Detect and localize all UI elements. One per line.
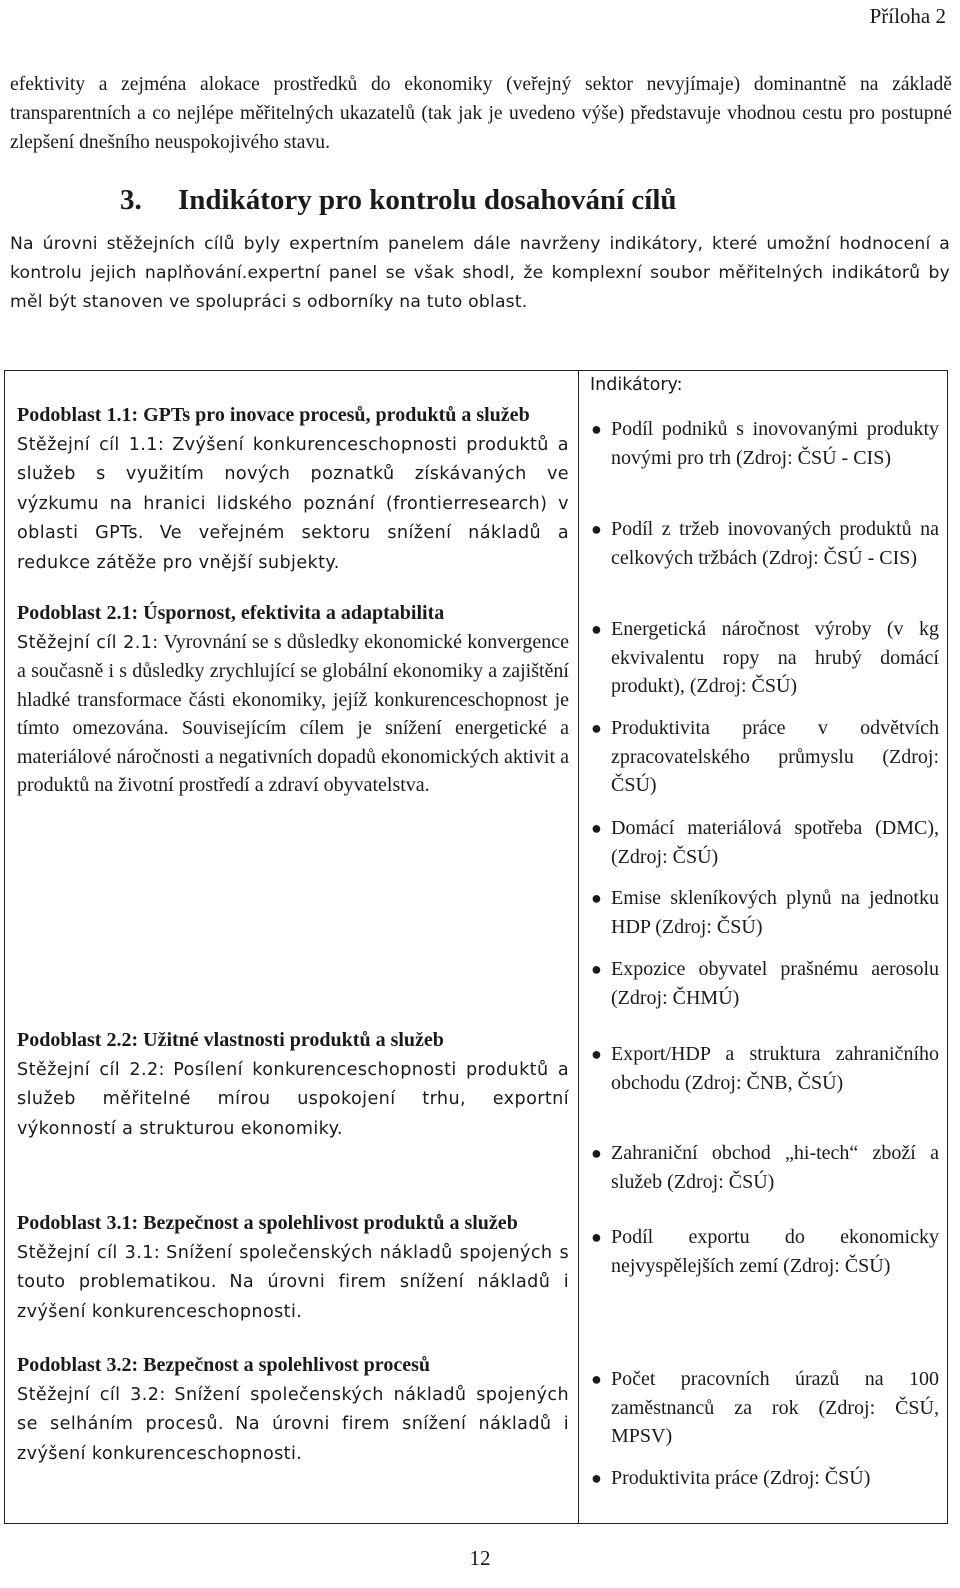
indicator-item: ● Podíl exportu do ekonomicky nejvyspělejších zemí (Zdroj: ČSÚ) (579, 1223, 939, 1280)
indicator-item: ● Domácí materiálová spotřeba (DMC), (Zdroj: ČSÚ) (579, 814, 939, 871)
bullet-icon: ● (591, 1044, 602, 1064)
subarea-goal: Stěžejní cíl 2.2: Posílení konkurenceschopnosti produktů a služeb měřitelné mírou uspokojení trhu, exportní výkonností a strukturou ekonomiky. (17, 1059, 570, 1139)
indicator-item: ● Počet pracovních úrazů na 100 zaměstnanců za rok (Zdroj: ČSÚ, MPSV) (579, 1365, 939, 1451)
indicator-item: ● Energetická náročnost výroby (v kg ekvivalentu ropy na hrubý domácí produkt), (Zdroj: ČSÚ) (579, 615, 939, 701)
subarea-title: Podoblast 2.1: Úspornost, efektivita a adaptabilita (17, 602, 445, 624)
section-heading (120, 180, 677, 220)
bullet-icon: ● (591, 818, 602, 838)
section-title: Indikátory pro kontrolu dosahování cílů (178, 184, 677, 216)
subarea-1-1 (17, 401, 569, 577)
appendix-label: Příloha 2 (869, 4, 946, 28)
indicator-item: ● Produktivita práce v odvětvích zpracovatelského průmyslu (Zdroj: ČSÚ) (579, 714, 939, 800)
subarea-title: Podoblast 3.2: Bezpečnost a spolehlivost procesů (17, 1354, 430, 1376)
bullet-icon: ● (591, 519, 602, 539)
subarea-title: Podoblast 1.1: GPTs pro inovace procesů, produktů a služeb (17, 404, 530, 426)
bullet-icon: ● (591, 718, 602, 738)
section-number: 3. (120, 184, 142, 216)
indicator-item: ● Expozice obyvatel prašnému aerosolu (Zdroj: ČHMÚ) (579, 955, 939, 1012)
section-paragraph: Na úrovni stěžejních cílů byly expertním panelem dále navrženy indikátory, které umožní hodnocení a kontrolu jejich naplňování.expertní panel se však shodl, že komplexní soubor měřitelných indikátorů by měl být stanoven ve spolupráci s odborníky na tuto oblast. (10, 234, 950, 312)
indicator-item: ● Podíl podniků s inovovanými produkty novými pro trh (Zdroj: ČSÚ - CIS) (579, 415, 939, 472)
indicator-item: ● Podíl z tržeb inovovaných produktů na celkových tržbách (Zdroj: ČSÚ - CIS) (579, 515, 939, 572)
subarea-2-1 (17, 599, 569, 800)
bullet-icon: ● (591, 888, 602, 908)
subarea-title: Podoblast 3.1: Bezpečnost a spolehlivost produktů a služeb (17, 1212, 518, 1234)
intro-paragraph: efektivity a zejména alokace prostředků do ekonomiky (veřejný sektor nevyjímaje) dominantně na základě transparentních a co nejlépe měřitelných ukazatelů (tak jak je uvedeno výše) představuje vhodnou cestu pro postupné zlepšení dnešního neuspokojivého stavu. (10, 74, 952, 153)
subarea-3-2 (17, 1351, 569, 1468)
subarea-goal: Stěžejní cíl 2.1: Vyrovnání se s důsledky ekonomické konvergence a současně i s důsledky zrychlující se globální ekonomiky a zajištění hladké transformace části ekonomiky, jejíž konkurenceschopnost je tímto omezována. Souvisejícím cílem je snížení energetické a materiálové náročnosti a negativních dopadů ekonomických aktivit a produktů na životní prostředí a zdraví obyvatelstva. (17, 630, 570, 796)
bullet-icon: ● (591, 1143, 602, 1163)
indicator-item: ● Zahraniční obchod „hi-tech“ zboží a služeb (Zdroj: ČSÚ) (579, 1139, 939, 1196)
bullet-icon: ● (591, 1468, 602, 1488)
bullet-icon: ● (591, 1369, 602, 1389)
page-number: 12 (469, 1546, 491, 1570)
bullet-icon: ● (591, 959, 602, 979)
bullet-icon: ● (591, 619, 602, 639)
subarea-goal: Stěžejní cíl 3.2: Snížení společenských nákladů spojených se selháním procesů. Na úrovni firem snížení nákladů i zvýšení konkurenceschopnosti. (17, 1384, 569, 1464)
indicators-header: Indikátory: (590, 375, 683, 395)
subarea-goal: Stěžejní cíl 1.1: Zvýšení konkurenceschopnosti produktů a služeb s využitím nových poznatků získávaných ve výzkumu na hranici lidského poznání (frontierresearch) v oblasti GPTs. Ve veřejném sektoru snížení nákladů a redukce zátěže pro vnější subjekty. (17, 434, 569, 573)
goals-column (5, 371, 579, 1524)
indicators-column (579, 371, 948, 1524)
subarea-2-2 (17, 1026, 569, 1143)
indicator-item: ● Emise skleníkových plynů na jednotku HDP (Zdroj: ČSÚ) (579, 884, 939, 941)
subarea-title: Podoblast 2.2: Užitné vlastnosti produktů a služeb (17, 1029, 444, 1051)
indicator-item: ● Export/HDP a struktura zahraničního obchodu (Zdroj: ČNB, ČSÚ) (579, 1040, 939, 1097)
bullet-icon: ● (591, 419, 602, 439)
bullet-icon: ● (591, 1227, 602, 1247)
subarea-goal: Stěžejní cíl 3.1: Snížení společenských nákladů spojených s touto problematikou. Na úrovni firem snížení nákladů i zvýšení konkurenceschopnosti. (17, 1242, 570, 1322)
indicator-item: ● Produktivita práce (Zdroj: ČSÚ) (579, 1464, 939, 1493)
goals-indicators-table (4, 370, 948, 1524)
subarea-3-1 (17, 1209, 569, 1326)
